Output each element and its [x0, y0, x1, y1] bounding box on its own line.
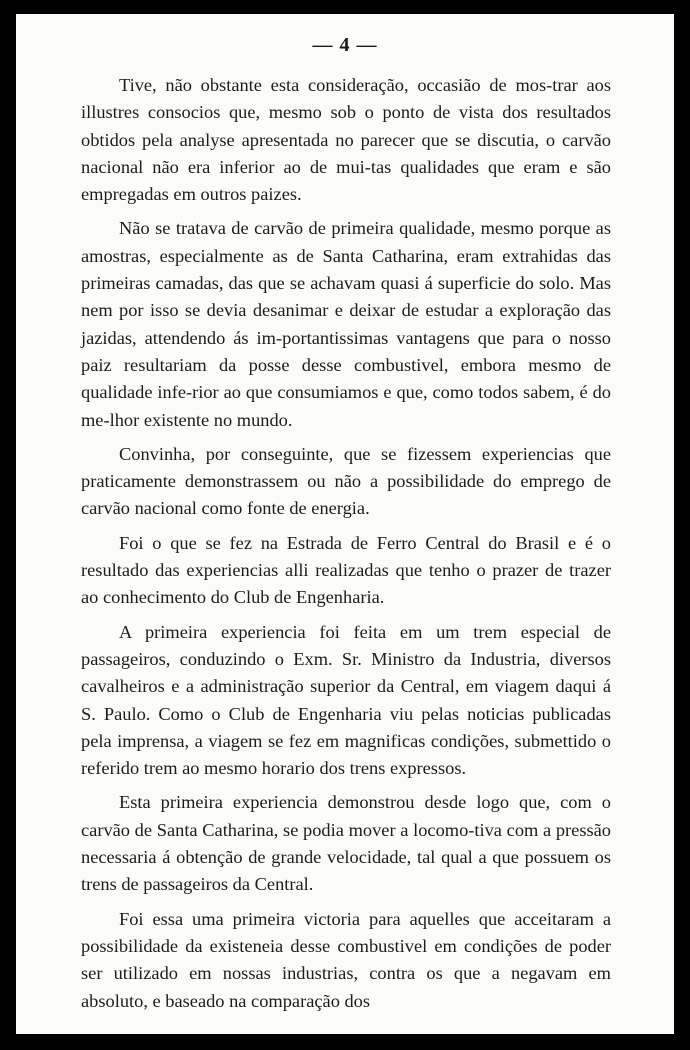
paragraph-4: Foi o que se fez na Estrada de Ferro Central do Brasil e é o resultado das experiencias alli realizadas que tenho o prazer de trazer ao conhecimento do Club de Engenharia.	[81, 532, 611, 608]
page-number: — 4 —	[312, 34, 378, 56]
document-page	[16, 14, 674, 1034]
paragraph-6: Esta primeira experiencia demonstrou desde logo que, com o carvão de Santa Catharina, se podia mover a locomo-tiva com a pressão necessaria á obtenção de grande velocidade, tal qual a que possuem os trens de passageiros da Central.	[81, 792, 611, 895]
paragraph-1: Tive, não obstante esta consideração, occasião de mos-trar aos illustres consocios que, mesmo sob o ponto de vista dos resultados obtidos pela analyse apresentada no parecer que se discutia, o carvão nacional não era inferior ao de mui-tas qualidades que eram e são empregadas em outros paizes.	[81, 75, 611, 205]
body-text	[81, 72, 611, 1022]
paragraph-2: Não se tratava de carvão de primeira qualidade, mesmo porque as amostras, especialmente as de Santa Catharina, eram extrahidas das primeiras camadas, das que se achavam quasi á superficie do solo. Mas nem por isso se devia desanimar e deixar de estudar a exploração das jazidas, attendendo ás im-portantissimas vantagens que para o nosso paiz resultariam da posse desse combustivel, embora mesmo de qualidade infe-rior ao que consumiamos e que, como todos sabem, é do me-lhor existente no mundo.	[81, 218, 611, 430]
paragraph-7: Foi essa uma primeira victoria para aquelles que acceitaram a possibilidade da existeneia desse combustivel em condições de poder ser utilizado em nossas industrias, contra os que a negavam em absoluto, e baseado na comparação dos	[81, 908, 611, 1011]
paragraph-3: Convinha, por conseguinte, que se fizessem experiencias que praticamente demonstrassem ou não a possibilidade do emprego de carvão nacional como fonte de energia.	[81, 443, 611, 519]
paragraph-5: A primeira experiencia foi feita em um trem especial de passageiros, conduzindo o Exm. Sr. Ministro da Industria, diversos cavalheiros e a administração superior da Central, em viagem daqui á S. Paulo. Como o Club de Engenharia viu pelas noticias publicadas pela imprensa, a viagem se fez em magnificas condições, submettido o referido trem ao mesmo horario dos trens expressos.	[81, 621, 611, 779]
